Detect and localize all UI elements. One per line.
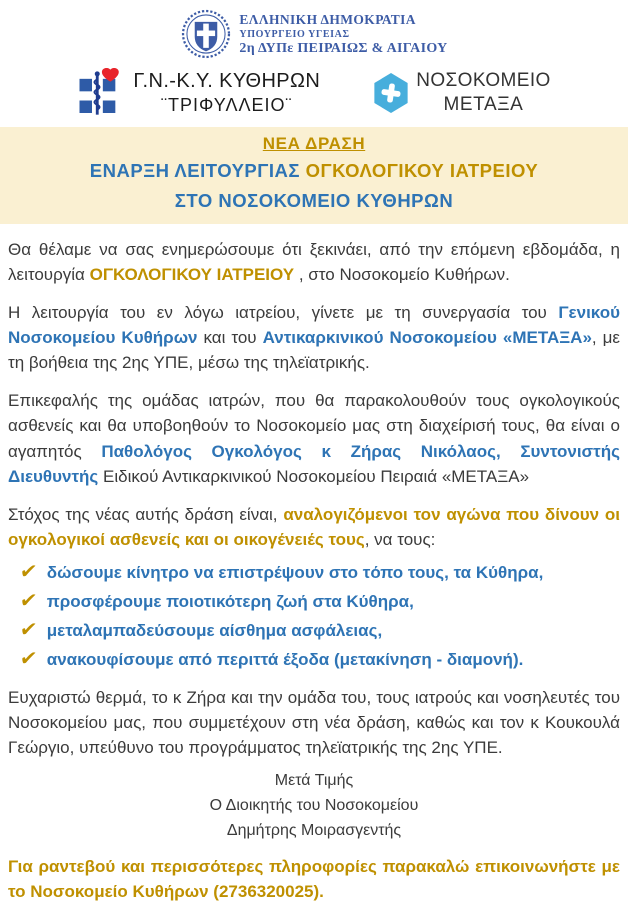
paragraph-goal xyxy=(8,502,620,552)
metaxa-name-line2: ΜΕΤΑΞΑ xyxy=(443,94,524,115)
list-item xyxy=(20,588,620,614)
kythira-name-line2: ¨ΤΡΙΦΥΛΛΕΙΟ¨ xyxy=(161,95,293,115)
banner-title-blue-part: ΕΝΑΡΞΗ ΛΕΙΤΟΥΡΓΙΑΣ xyxy=(89,160,306,181)
check-icon: ✔ xyxy=(18,648,39,671)
announcement-banner xyxy=(0,127,628,224)
signature-closing: Μετά Τιμής xyxy=(274,772,354,790)
p2-metaxa-hospital-highlight: Αντικαρκινικού Νοσοκομείου «ΜΕΤΑΞΑ» xyxy=(262,328,592,347)
p2-kythira-hospital-highlight: Γενικού Νοσοκομείου Κυθήρων xyxy=(8,302,620,347)
signature-title: Ο Διοικητής του Νοσοκομείου xyxy=(209,797,419,815)
metaxa-hospital-name xyxy=(416,70,550,116)
goal-item-label: μεταλαμπαδεύσουμε αίσθημα ασφάλειας, xyxy=(46,621,383,641)
kythira-hospital-logo xyxy=(77,68,320,118)
p2-text-e: , με τη βοήθεια της 2ης ΥΠΕ, μέσω της τηλεϊατρικής. xyxy=(8,328,620,373)
p1-text-a: Θα θέλαμε να σας ενημερώσουμε ότι ξεκινάει, από την επόμενη εβδομάδα, η λειτουργία xyxy=(8,239,620,284)
p3-doctor-name-highlight: Παθολόγος Ογκολόγος κ Ζήρας Νικόλαος, Συντονιστής Διευθυντής xyxy=(8,441,620,486)
signature-block xyxy=(0,769,628,843)
gov-line-dype: 2η ΔΥΠε ΠΕΙΡΑΙΩΣ & ΑΙΓΑΙΟΥ xyxy=(239,40,448,56)
p4-text-c: , να τους: xyxy=(364,530,436,550)
metaxa-hospital-logo-icon xyxy=(372,72,410,114)
government-header-text xyxy=(239,12,447,57)
goal-item-label: δώσουμε κίνητρο να επιστρέψουν στο τόπο τους, τα Κύθηρα, xyxy=(46,563,544,583)
check-icon: ✔ xyxy=(18,561,39,584)
goal-item-label: ανακουφίσουμε από περιττά έξοδα (μετακίνηση - διαμονή). xyxy=(46,650,524,670)
p3-text-c: Ειδικού Αντικαρκινικού Νοσοκομείου Πειραιά «ΜΕΤΑΞΑ» xyxy=(98,466,530,486)
paragraph-team-lead xyxy=(8,388,620,489)
kythira-hospital-logo-icon xyxy=(77,68,127,118)
banner-title-gold-part: ΟΓΚΟΛΟΓΙΚΟΥ ΙΑΤΡΕΙΟΥ xyxy=(305,160,539,181)
p3-text-a: Επικεφαλής της ομάδας ιατρών, που θα παρακολουθούν τους ογκολογικούς ασθενείς και θα υποβοηθούν το Νοσοκομείο μας στη διαχείρισή τους, θα είναι ο αγαπητός xyxy=(8,391,620,461)
check-icon: ✔ xyxy=(18,590,39,613)
goal-item-label: προσφέρουμε ποιοτικότερη ζωή στα Κύθηρα, xyxy=(46,592,414,612)
contact-info-note: Για ραντεβού και περισσότερες πληροφορίες παρακαλώ επικοινωνήστε με το Νοσοκομείο Κυθήρων (2736320025). xyxy=(8,856,620,901)
p2-text-a: Η λειτουργία του εν λόγω ιατρείου, γίνετε με τη συνεργασία του xyxy=(8,302,559,322)
p4-goal-highlight: αναλογιζόμενοι τον αγώνα που δίνουν οι ογκολογικοί ασθενείς και οι οικογένειές τους xyxy=(8,504,621,550)
signature-name: Δημήτρης Μοιρασγεντής xyxy=(226,822,402,840)
p1-text-c: , στο Νοσοκομείο Κυθήρων. xyxy=(294,264,510,284)
check-icon: ✔ xyxy=(18,619,39,642)
government-header xyxy=(0,7,628,61)
hospital-logos-row xyxy=(0,68,628,118)
p1-oncology-clinic-highlight: ΟΓΚΟΛΟΓΙΚΟΥ ΙΑΤΡΕΙΟΥ xyxy=(89,264,295,284)
gov-line-ministry: ΥΠΟΥΡΓΕΙΟ ΥΓΕΙΑΣ xyxy=(239,28,350,40)
list-item xyxy=(20,559,620,585)
list-item xyxy=(20,646,620,672)
banner-title-line1 xyxy=(10,158,618,184)
p4-text-a: Στόχος της νέας αυτής δράση είναι, xyxy=(8,504,284,524)
metaxa-name-line1: ΝΟΣΟΚΟΜΕΙΟ xyxy=(416,70,551,91)
kythira-hospital-name xyxy=(133,70,320,116)
p2-text-c: και του xyxy=(197,328,263,347)
metaxa-hospital-logo xyxy=(372,70,550,116)
paragraph-cooperation xyxy=(8,300,620,375)
goals-list xyxy=(20,559,620,672)
gov-line-republic: ΕΛΛΗΝΙΚΗ ΔΗΜΟΚΡΑΤΙΑ xyxy=(239,11,416,27)
kythira-name-line1: Γ.Ν.-Κ.Υ. ΚΥΘΗΡΩΝ xyxy=(133,70,321,92)
banner-title-line2: ΣΤΟ ΝΟΣΟΚΟΜΕΙΟ ΚΥΘΗΡΩΝ xyxy=(174,190,454,212)
paragraph-thanks: Ευχαριστώ θερμά, το κ Ζήρα και την ομάδα του, τους ιατρούς και νοσηλευτές του Νοσοκομείου μας, που συμμετέχουν στη νέα δράση, καθώς και τον κ Κουκουλά Γεώργιο, υπεύθυνο του προγράμματος τηλεϊατρικής της 2ης ΥΠΕ. xyxy=(8,688,620,758)
greek-republic-emblem-icon xyxy=(180,7,232,61)
banner-kicker: ΝΕΑ ΔΡΑΣΗ xyxy=(262,134,366,153)
paragraph-intro xyxy=(8,237,620,287)
list-item xyxy=(20,617,620,643)
